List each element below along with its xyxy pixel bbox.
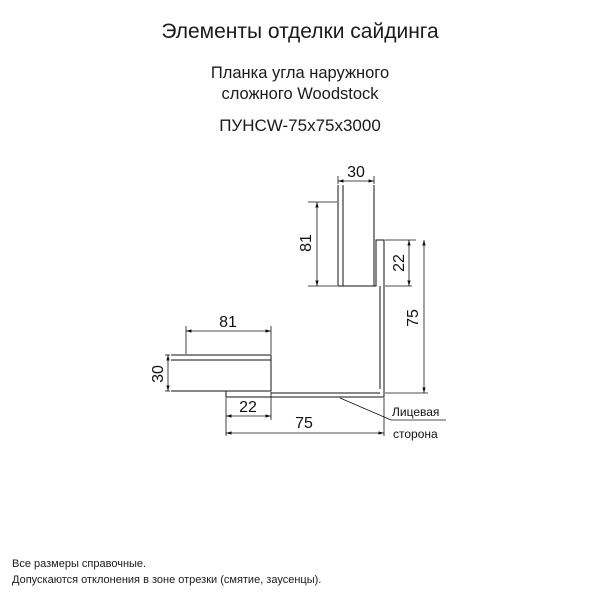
dimension-label-left-length: 81 (219, 314, 237, 331)
dimension-top-height (298, 202, 337, 286)
dimension-left-height (150, 355, 170, 391)
dimension-inner-width (226, 392, 271, 420)
dimension-label-leg-height: 75 (405, 309, 422, 327)
callout-label-line2: сторона (393, 427, 438, 441)
page-title: Элементы отделки сайдинга (161, 20, 439, 43)
callout-leader (340, 398, 391, 420)
dimension-top-width (338, 164, 374, 184)
product-name-line2: сложного Woodstock (221, 85, 379, 103)
vertical-leg (374, 240, 384, 393)
note-tolerance: Допускаются отклонения в зоне отрезки (смятие, заусенцы). (12, 574, 322, 586)
note-reference-dimensions: Все размеры справочные. (12, 558, 147, 570)
face-side-callout (340, 398, 446, 441)
product-name-line1: Планка угла наружного (210, 64, 390, 82)
dimension-left-length (186, 314, 271, 354)
dimension-label-top-width: 30 (347, 164, 365, 181)
dimension-label-bottom-width: 75 (295, 415, 313, 432)
profile-outline (171, 185, 384, 397)
dimension-inner-height (385, 240, 416, 286)
dimension-label-inner-height: 22 (391, 254, 408, 272)
callout-label-line1: Лицевая (392, 405, 440, 419)
dimension-label-left-height: 30 (150, 365, 167, 383)
horizontal-leg (226, 391, 384, 397)
dimension-label-inner-width: 22 (239, 399, 257, 416)
dimension-label-top-height: 81 (298, 234, 315, 252)
product-code: ПУНСW-75x75x3000 (219, 116, 381, 135)
